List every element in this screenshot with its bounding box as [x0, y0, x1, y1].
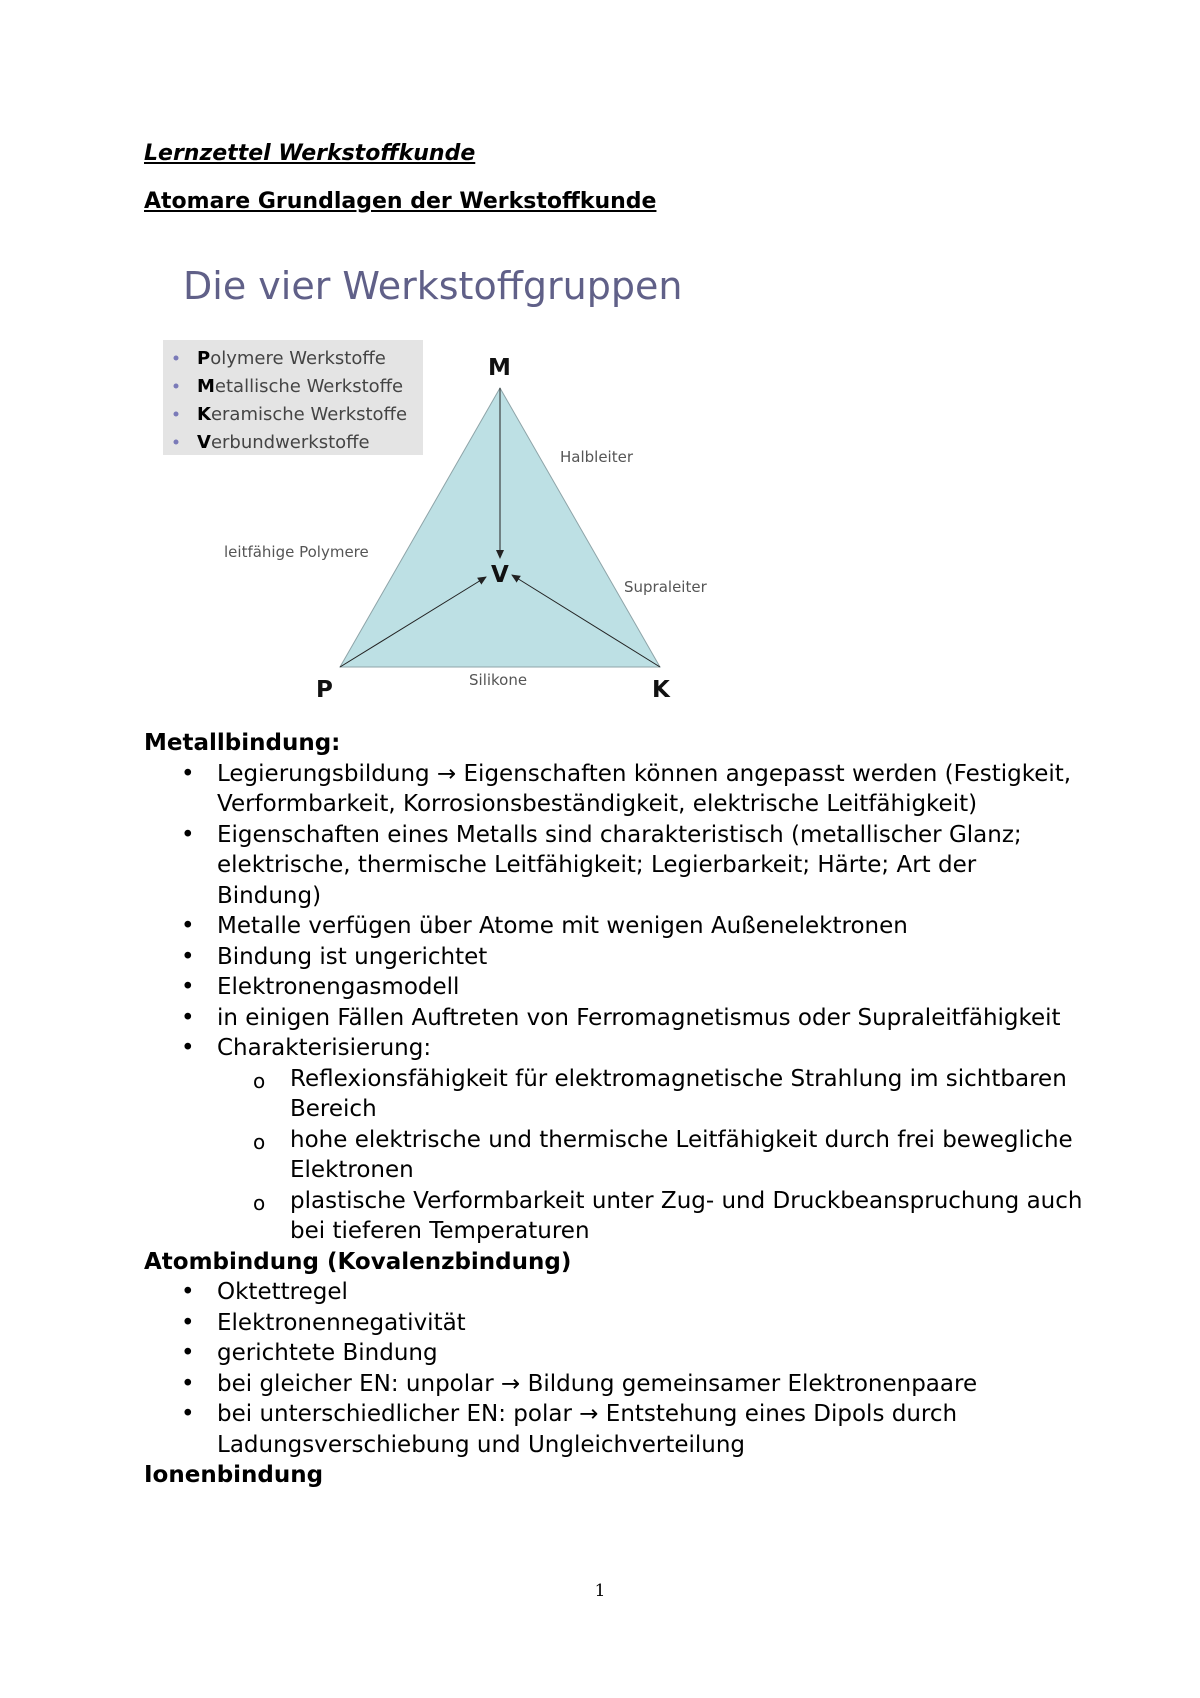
bullet-icon: • — [181, 1279, 195, 1305]
sub-list-item-text: plastische Verformbarkeit unter Zug- und Druckbeanspruchung auch bei tieferen Temperaturen — [290, 1187, 1083, 1244]
sub-list-item — [253, 1186, 1084, 1247]
legend-bullet — [174, 384, 179, 389]
list-item-text: Eigenschaften eines Metalls sind charakteristisch (metallischer Glanz; elektrische, thermische Leitfähigkeit; Legierbarkeit; Härte; Art der Bindung) — [217, 821, 1022, 909]
circle-bullet-icon: o — [253, 1190, 266, 1215]
bullet-icon: • — [181, 821, 195, 848]
list-item — [181, 972, 1084, 1003]
section-title: Atomare Grundlagen der Werkstoffkunde — [144, 189, 657, 214]
bullet-icon: • — [181, 1004, 195, 1031]
legend-bullet — [174, 440, 179, 445]
list-item — [181, 942, 1084, 973]
list-item — [181, 1399, 1084, 1460]
legend-item-metallische: Metallische Werkstoffe — [197, 376, 404, 397]
edge-label-silikone: Silikone — [469, 671, 528, 689]
metallbindung-list — [144, 759, 1084, 1247]
list-item-text: Legierungsbildung → Eigenschaften können angepasst werden (Festigkeit, Verformbarkeit, Korrosionsbeständigkeit, elektrische Leitfähigkeit) — [217, 760, 1072, 817]
heading-atombindung: Atombindung (Kovalenzbindung) — [144, 1248, 572, 1275]
figure-title: Die vier Werkstoffgruppen — [183, 264, 683, 308]
list-item — [181, 759, 1084, 820]
circle-bullet-icon: o — [253, 1068, 266, 1093]
bullet-icon: • — [181, 1370, 195, 1397]
document-body — [144, 728, 1084, 1491]
heading-metallbindung: Metallbindung: — [144, 730, 341, 756]
bullet-icon: • — [181, 1401, 195, 1427]
list-item-text: Bindung ist ungerichtet — [217, 943, 488, 970]
vertex-m: M — [488, 355, 511, 381]
bullet-icon: • — [181, 913, 195, 939]
list-item — [181, 1369, 1084, 1400]
edge-label-halbleiter: Halbleiter — [560, 448, 634, 466]
list-item — [181, 820, 1084, 912]
sub-list-item — [253, 1064, 1084, 1125]
edge-label-leitfaehige-polymere: leitfähige Polymere — [224, 543, 369, 561]
vertex-p: P — [316, 677, 333, 703]
list-item-text: Metalle verfügen über Atome mit wenigen Außenelektronen — [217, 913, 908, 939]
legend-bullet — [174, 356, 179, 361]
page-number: 1 — [594, 1581, 606, 1601]
bullet-icon: • — [181, 974, 195, 1000]
list-item-text: gerichtete Bindung — [217, 1340, 438, 1366]
legend-item-polymere: Polymere Werkstoffe — [197, 348, 386, 369]
legend-item-keramische: Keramische Werkstoffe — [197, 404, 408, 425]
sub-list-item-text: hohe elektrische und thermische Leitfähigkeit durch frei bewegliche Elektronen — [290, 1126, 1073, 1183]
list-item-text: in einigen Fällen Auftreten von Ferromagnetismus oder Supraleitfähigkeit — [217, 1004, 1061, 1031]
list-item-text: Elektronennegativität — [217, 1309, 466, 1336]
heading-ionenbindung: Ionenbindung — [144, 1462, 324, 1488]
list-item — [181, 1338, 1084, 1369]
list-item-text: bei gleicher EN: unpolar → Bildung gemeinsamer Elektronenpaare — [217, 1370, 978, 1397]
sub-list-item — [253, 1125, 1084, 1186]
list-item — [181, 911, 1084, 942]
legend-bullet — [174, 412, 179, 417]
bullet-icon: • — [181, 1035, 195, 1061]
bullet-icon: • — [181, 1340, 195, 1366]
document-title: Lernzettel Werkstoffkunde — [144, 141, 476, 166]
vertex-k: K — [652, 677, 670, 703]
list-item-text: Oktettregel — [217, 1279, 348, 1305]
atombindung-list — [144, 1277, 1084, 1460]
bullet-icon: • — [181, 1309, 195, 1336]
bullet-icon: • — [181, 760, 195, 787]
edge-label-supraleiter: Supraleiter — [624, 578, 707, 596]
list-item — [181, 1277, 1084, 1308]
werkstoffgruppen-diagram — [160, 255, 730, 705]
list-item — [181, 1003, 1084, 1034]
list-item-text: Charakterisierung: — [217, 1035, 432, 1061]
list-item-text: Elektronengasmodell — [217, 974, 460, 1000]
list-item — [181, 1308, 1084, 1339]
sub-list-item-text: Reflexionsfähigkeit für elektromagnetische Strahlung im sichtbaren Bereich — [290, 1065, 1067, 1122]
vertex-v: V — [491, 562, 509, 588]
list-item-text: bei unterschiedlicher EN: polar → Entstehung eines Dipols durch Ladungsverschiebung und Ungleichverteilung — [217, 1401, 958, 1458]
legend-item-verbund: Verbundwerkstoffe — [197, 432, 370, 453]
circle-bullet-icon: o — [253, 1129, 266, 1154]
list-item — [181, 1033, 1084, 1247]
charakterisierung-sublist — [217, 1064, 1084, 1247]
bullet-icon: • — [181, 943, 195, 970]
